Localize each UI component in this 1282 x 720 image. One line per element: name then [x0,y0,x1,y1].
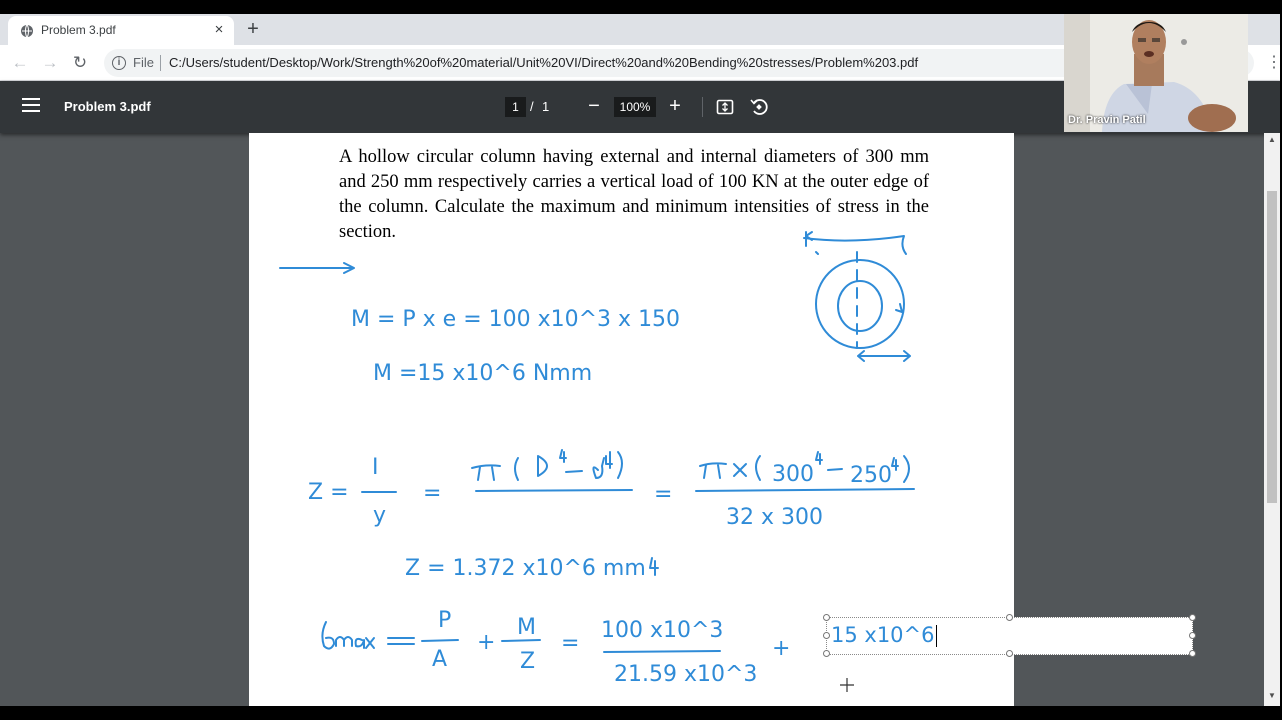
rotate-icon[interactable] [749,97,769,117]
resize-handle-top-left[interactable] [823,614,830,621]
fit-to-page-icon[interactable] [716,98,734,116]
top-black-bar [0,0,1280,14]
page-number-input[interactable]: 1 [505,97,526,117]
webcam-feed [1064,14,1248,132]
text-caret [936,625,937,647]
equals-3: = [561,631,580,656]
resize-handle-right[interactable] [1189,632,1196,639]
fraction-denominator: 21.59 x10^3 [614,662,758,687]
resize-handle-bottom-right[interactable] [1189,650,1196,657]
z-denominator-y: y [373,503,387,528]
zoom-out-button[interactable]: − [588,95,600,117]
scroll-up-arrow-icon[interactable]: ▲ [1268,135,1276,144]
info-icon[interactable]: i [112,56,126,70]
reload-icon[interactable]: ↻ [72,53,88,72]
svg-text:250: 250 [850,463,892,488]
moment-result: M =15 x10^6 Nmm [373,361,593,386]
annotation-text-box[interactable] [826,617,1193,655]
page-total: 1 [542,99,550,114]
close-tab-icon[interactable]: × [214,21,224,38]
equals-2: = [654,482,673,507]
z-denominator: 32 x 300 [726,505,823,530]
back-arrow-icon[interactable]: ← [11,53,29,72]
equals-1: = [423,481,442,506]
toolbar-divider [702,97,703,117]
problem-statement: A hollow circular column having external and internal diameters of 300 mm and 250 mm respectively carries a vertical load of 100 KN at the outer edge of the column. Calculate the maximum and minimum intensities of stress in the section. [339,147,929,242]
file-label: File [133,55,154,70]
bottom-black-bar [0,706,1280,720]
menu-kebab-icon[interactable]: ⋮ [1266,54,1282,71]
svg-text:300: 300 [772,462,814,487]
scrollbar-thumb[interactable] [1267,191,1277,503]
z-numerator-i: I [372,455,379,480]
plus-1: + [477,630,496,655]
text-box-input[interactable] [831,623,937,647]
scroll-down-arrow-icon[interactable]: ▼ [1268,691,1276,700]
tab-title: Problem 3.pdf [41,23,116,37]
forward-arrow-icon[interactable]: → [41,53,59,72]
a-symbol: A [432,647,448,672]
resize-handle-top-right[interactable] [1189,614,1196,621]
resize-handle-top[interactable] [1006,614,1013,621]
pdf-title: Problem 3.pdf [64,99,151,114]
move-cursor-icon [839,677,855,693]
globe-icon [20,24,34,38]
p-symbol: P [438,608,452,633]
moment-equation: M = P x e = 100 x10^3 x 150 [351,307,681,332]
new-tab-button[interactable]: + [247,18,259,40]
text-box-value: 15 x10^6 [831,623,935,647]
m-symbol: M [517,615,536,640]
z-symbol: Z [520,649,536,674]
url-text[interactable]: C:/Users/student/Desktop/Work/Strength%20of%20material/Unit%20VI/Direct%20and%20Bending%20stresses/Problem%203.pdf [169,55,919,70]
fraction-numerator: 100 x10^3 [601,618,724,643]
omnibox-divider [160,55,161,71]
tab-problem-3[interactable] [8,16,234,45]
plus-2: + [772,636,791,661]
resize-handle-bottom-left[interactable] [823,650,830,657]
resize-handle-left[interactable] [823,632,830,639]
hamburger-menu-icon[interactable] [22,98,40,114]
vertical-scrollbar[interactable] [1264,133,1280,706]
page-separator: / [530,99,534,114]
presenter-name: Dr. Pravin Patil [1068,114,1146,126]
zoom-level-input[interactable]: 100% [614,97,656,117]
zoom-in-button[interactable]: + [669,95,681,117]
z-result: Z = 1.372 x10^6 mm [405,556,646,581]
resize-handle-bottom[interactable] [1006,650,1013,657]
z-label: Z = [308,480,349,505]
